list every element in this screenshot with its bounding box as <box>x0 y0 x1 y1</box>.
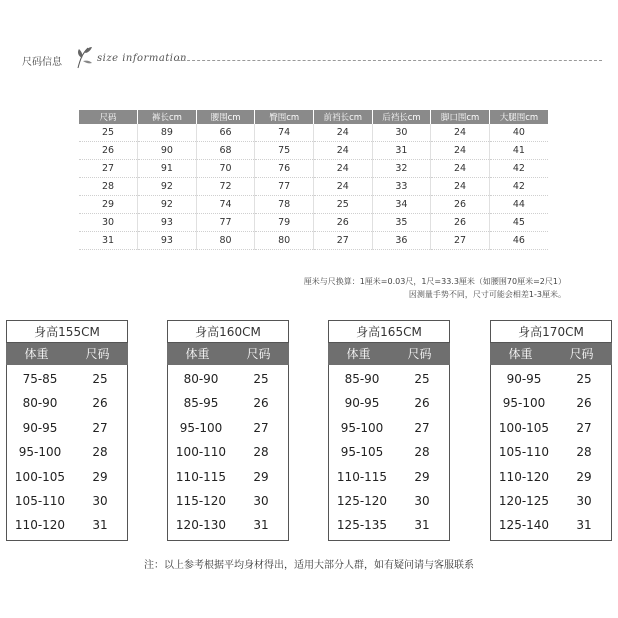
size-value: 30 <box>92 493 108 508</box>
table-cell: 75 <box>255 142 314 160</box>
table-cell: 28 <box>79 178 138 196</box>
column-header: 后裆长cm <box>372 110 431 124</box>
size-value: 26 <box>414 396 430 411</box>
table-cell: 25 <box>79 124 138 142</box>
column-header: 前裆长cm <box>314 110 373 124</box>
table-cell: 90 <box>138 142 197 160</box>
table-row <box>79 232 548 250</box>
table-cell: 26 <box>431 196 490 214</box>
size-value: 29 <box>92 469 108 484</box>
panel-header <box>328 343 450 365</box>
table-cell: 41 <box>489 142 548 160</box>
weight-range: 100-105 <box>14 469 66 484</box>
table-cell: 30 <box>372 124 431 142</box>
size-table-header <box>79 110 548 124</box>
weight-range: 80-90 <box>22 396 58 411</box>
size-value: 26 <box>92 396 108 411</box>
weight-size-row <box>491 513 611 537</box>
measurement-note: 因测量手势不同，尺寸可能会相差1-3厘米。 <box>408 290 566 299</box>
size-value: 28 <box>414 445 430 460</box>
weight-size-row <box>7 440 127 464</box>
weight-size-row <box>491 391 611 415</box>
height-panel-160 <box>167 320 289 541</box>
table-row <box>79 160 548 178</box>
table-cell: 77 <box>255 178 314 196</box>
weight-size-row <box>329 513 449 537</box>
weight-range: 110-120 <box>498 469 550 484</box>
table-cell: 25 <box>314 196 373 214</box>
size-value: 31 <box>253 518 269 533</box>
weight-range: 110-115 <box>175 469 227 484</box>
table-cell: 89 <box>138 124 197 142</box>
weight-range: 125-135 <box>336 518 388 533</box>
size-value: 28 <box>576 445 592 460</box>
size-value: 26 <box>253 396 269 411</box>
weight-range: 125-140 <box>498 518 550 533</box>
weight-range: 85-95 <box>183 396 219 411</box>
section-subtitle: size information <box>97 53 187 64</box>
weight-size-row <box>329 416 449 440</box>
height-panel-170 <box>490 320 612 541</box>
panel-title: 身高165CM <box>328 320 450 343</box>
table-cell: 70 <box>196 160 255 178</box>
table-row <box>79 124 548 142</box>
panel-title: 身高170CM <box>490 320 612 343</box>
table-cell: 24 <box>314 142 373 160</box>
table-cell: 72 <box>196 178 255 196</box>
table-cell: 74 <box>255 124 314 142</box>
weight-header: 体重 <box>24 347 49 361</box>
weight-size-row <box>7 513 127 537</box>
size-value: 29 <box>253 469 269 484</box>
table-cell: 35 <box>372 214 431 232</box>
size-value: 30 <box>414 493 430 508</box>
size-value: 30 <box>253 493 269 508</box>
weight-range: 85-90 <box>344 372 380 386</box>
weight-range: 75-85 <box>22 372 58 386</box>
weight-size-row <box>168 416 288 440</box>
weight-range: 125-120 <box>336 493 388 508</box>
table-cell: 24 <box>314 178 373 196</box>
weight-header: 体重 <box>346 347 371 361</box>
size-value: 29 <box>576 469 592 484</box>
size-value: 27 <box>92 420 108 435</box>
table-cell: 27 <box>79 160 138 178</box>
column-header: 裤长cm <box>138 110 197 124</box>
table-cell: 32 <box>372 160 431 178</box>
size-value: 25 <box>414 372 430 386</box>
column-header: 大腿围cm <box>489 110 548 124</box>
weight-range: 80-90 <box>183 372 219 386</box>
weight-size-row <box>491 416 611 440</box>
weight-size-row <box>168 513 288 537</box>
table-cell: 31 <box>79 232 138 250</box>
weight-size-row <box>168 489 288 513</box>
weight-size-row <box>329 440 449 464</box>
size-value: 27 <box>414 420 430 435</box>
table-cell: 80 <box>196 232 255 250</box>
table-cell: 80 <box>255 232 314 250</box>
weight-range: 95-100 <box>340 420 384 435</box>
column-header: 臀围cm <box>255 110 314 124</box>
weight-range: 90-95 <box>22 420 58 435</box>
weight-range: 115-120 <box>175 493 227 508</box>
weight-size-row <box>168 465 288 489</box>
weight-size-row <box>7 391 127 415</box>
size-value: 31 <box>576 518 592 533</box>
weight-size-row <box>7 465 127 489</box>
size-value: 26 <box>576 396 592 411</box>
weight-size-row <box>329 489 449 513</box>
table-cell: 24 <box>431 160 490 178</box>
table-row <box>79 196 548 214</box>
table-cell: 24 <box>431 178 490 196</box>
column-header: 尺码 <box>79 110 138 124</box>
table-cell: 68 <box>196 142 255 160</box>
table-cell: 24 <box>431 124 490 142</box>
table-cell: 26 <box>314 214 373 232</box>
table-cell: 42 <box>489 178 548 196</box>
panel-body <box>6 365 128 541</box>
table-cell: 27 <box>314 232 373 250</box>
table-cell: 78 <box>255 196 314 214</box>
table-cell: 27 <box>431 232 490 250</box>
table-cell: 77 <box>196 214 255 232</box>
table-cell: 46 <box>489 232 548 250</box>
weight-header: 体重 <box>508 347 533 361</box>
weight-range: 90-95 <box>506 372 542 386</box>
panel-body <box>328 365 450 541</box>
size-value: 30 <box>576 493 592 508</box>
table-cell: 24 <box>431 142 490 160</box>
panel-header <box>490 343 612 365</box>
size-value: 28 <box>92 445 108 460</box>
panel-body <box>167 365 289 541</box>
size-value: 25 <box>576 372 592 386</box>
leaf-icon <box>74 44 96 70</box>
weight-size-row <box>7 489 127 513</box>
weight-range: 90-95 <box>344 396 380 411</box>
footnote: 注：以上参考根据平均身材得出，适用大部分人群，如有疑问请与客服联系 <box>144 560 474 571</box>
weight-size-row <box>491 367 611 391</box>
weight-range: 100-105 <box>498 420 550 435</box>
table-row <box>79 142 548 160</box>
weight-size-row <box>7 367 127 391</box>
size-value: 25 <box>92 372 108 386</box>
weight-range: 95-100 <box>18 445 62 460</box>
panel-header <box>6 343 128 365</box>
table-cell: 66 <box>196 124 255 142</box>
weight-size-row <box>168 440 288 464</box>
conversion-note: 厘米与尺换算：1厘米=0.03尺，1尺=33.3厘米（如腰围70厘米=2尺1） <box>303 277 566 286</box>
weight-size-row <box>491 489 611 513</box>
table-cell: 93 <box>138 232 197 250</box>
table-cell: 76 <box>255 160 314 178</box>
weight-range: 120-125 <box>498 493 550 508</box>
weight-range: 110-115 <box>336 469 388 484</box>
table-cell: 24 <box>314 124 373 142</box>
table-cell: 30 <box>79 214 138 232</box>
weight-size-row <box>491 465 611 489</box>
weight-range: 110-120 <box>14 518 66 533</box>
table-cell: 42 <box>489 160 548 178</box>
column-header: 脚口围cm <box>431 110 490 124</box>
table-row <box>79 178 548 196</box>
weight-size-row <box>7 416 127 440</box>
size-value: 27 <box>253 420 269 435</box>
table-cell: 40 <box>489 124 548 142</box>
weight-size-row <box>329 391 449 415</box>
size-value: 29 <box>414 469 430 484</box>
weight-range: 95-105 <box>340 445 384 460</box>
weight-size-row <box>329 367 449 391</box>
column-header: 腰围cm <box>196 110 255 124</box>
size-value: 31 <box>414 518 430 533</box>
panel-title: 身高160CM <box>167 320 289 343</box>
size-header: 尺码 <box>246 347 271 361</box>
weight-size-row <box>329 465 449 489</box>
size-header: 尺码 <box>569 347 594 361</box>
weight-range: 120-130 <box>175 518 227 533</box>
table-cell: 26 <box>431 214 490 232</box>
table-cell: 36 <box>372 232 431 250</box>
size-value: 31 <box>92 518 108 533</box>
table-cell: 24 <box>314 160 373 178</box>
size-header: 尺码 <box>85 347 110 361</box>
table-cell: 79 <box>255 214 314 232</box>
weight-range: 95-100 <box>179 420 223 435</box>
table-cell: 93 <box>138 214 197 232</box>
weight-range: 105-110 <box>498 445 550 460</box>
size-header: 尺码 <box>407 347 432 361</box>
weight-range: 105-110 <box>14 493 66 508</box>
table-cell: 29 <box>79 196 138 214</box>
table-cell: 45 <box>489 214 548 232</box>
table-cell: 31 <box>372 142 431 160</box>
height-panel-165 <box>328 320 450 541</box>
size-value: 28 <box>253 445 269 460</box>
size-value: 27 <box>576 420 592 435</box>
table-cell: 92 <box>138 196 197 214</box>
section-title: 尺码信息 <box>22 57 62 68</box>
size-table <box>79 110 548 250</box>
table-cell: 26 <box>79 142 138 160</box>
table-cell: 44 <box>489 196 548 214</box>
size-table-body <box>79 124 548 250</box>
table-cell: 74 <box>196 196 255 214</box>
panel-body <box>490 365 612 541</box>
weight-range: 95-100 <box>502 396 546 411</box>
weight-size-row <box>168 391 288 415</box>
section-header <box>22 50 602 74</box>
weight-size-row <box>491 440 611 464</box>
panel-title: 身高155CM <box>6 320 128 343</box>
table-cell: 34 <box>372 196 431 214</box>
table-cell: 92 <box>138 178 197 196</box>
size-value: 25 <box>253 372 269 386</box>
table-row <box>79 214 548 232</box>
table-cell: 33 <box>372 178 431 196</box>
table-cell: 91 <box>138 160 197 178</box>
height-panel-155 <box>6 320 128 541</box>
panel-header <box>167 343 289 365</box>
weight-size-row <box>168 367 288 391</box>
weight-header: 体重 <box>185 347 210 361</box>
weight-range: 100-110 <box>175 445 227 460</box>
header-divider <box>177 60 602 61</box>
